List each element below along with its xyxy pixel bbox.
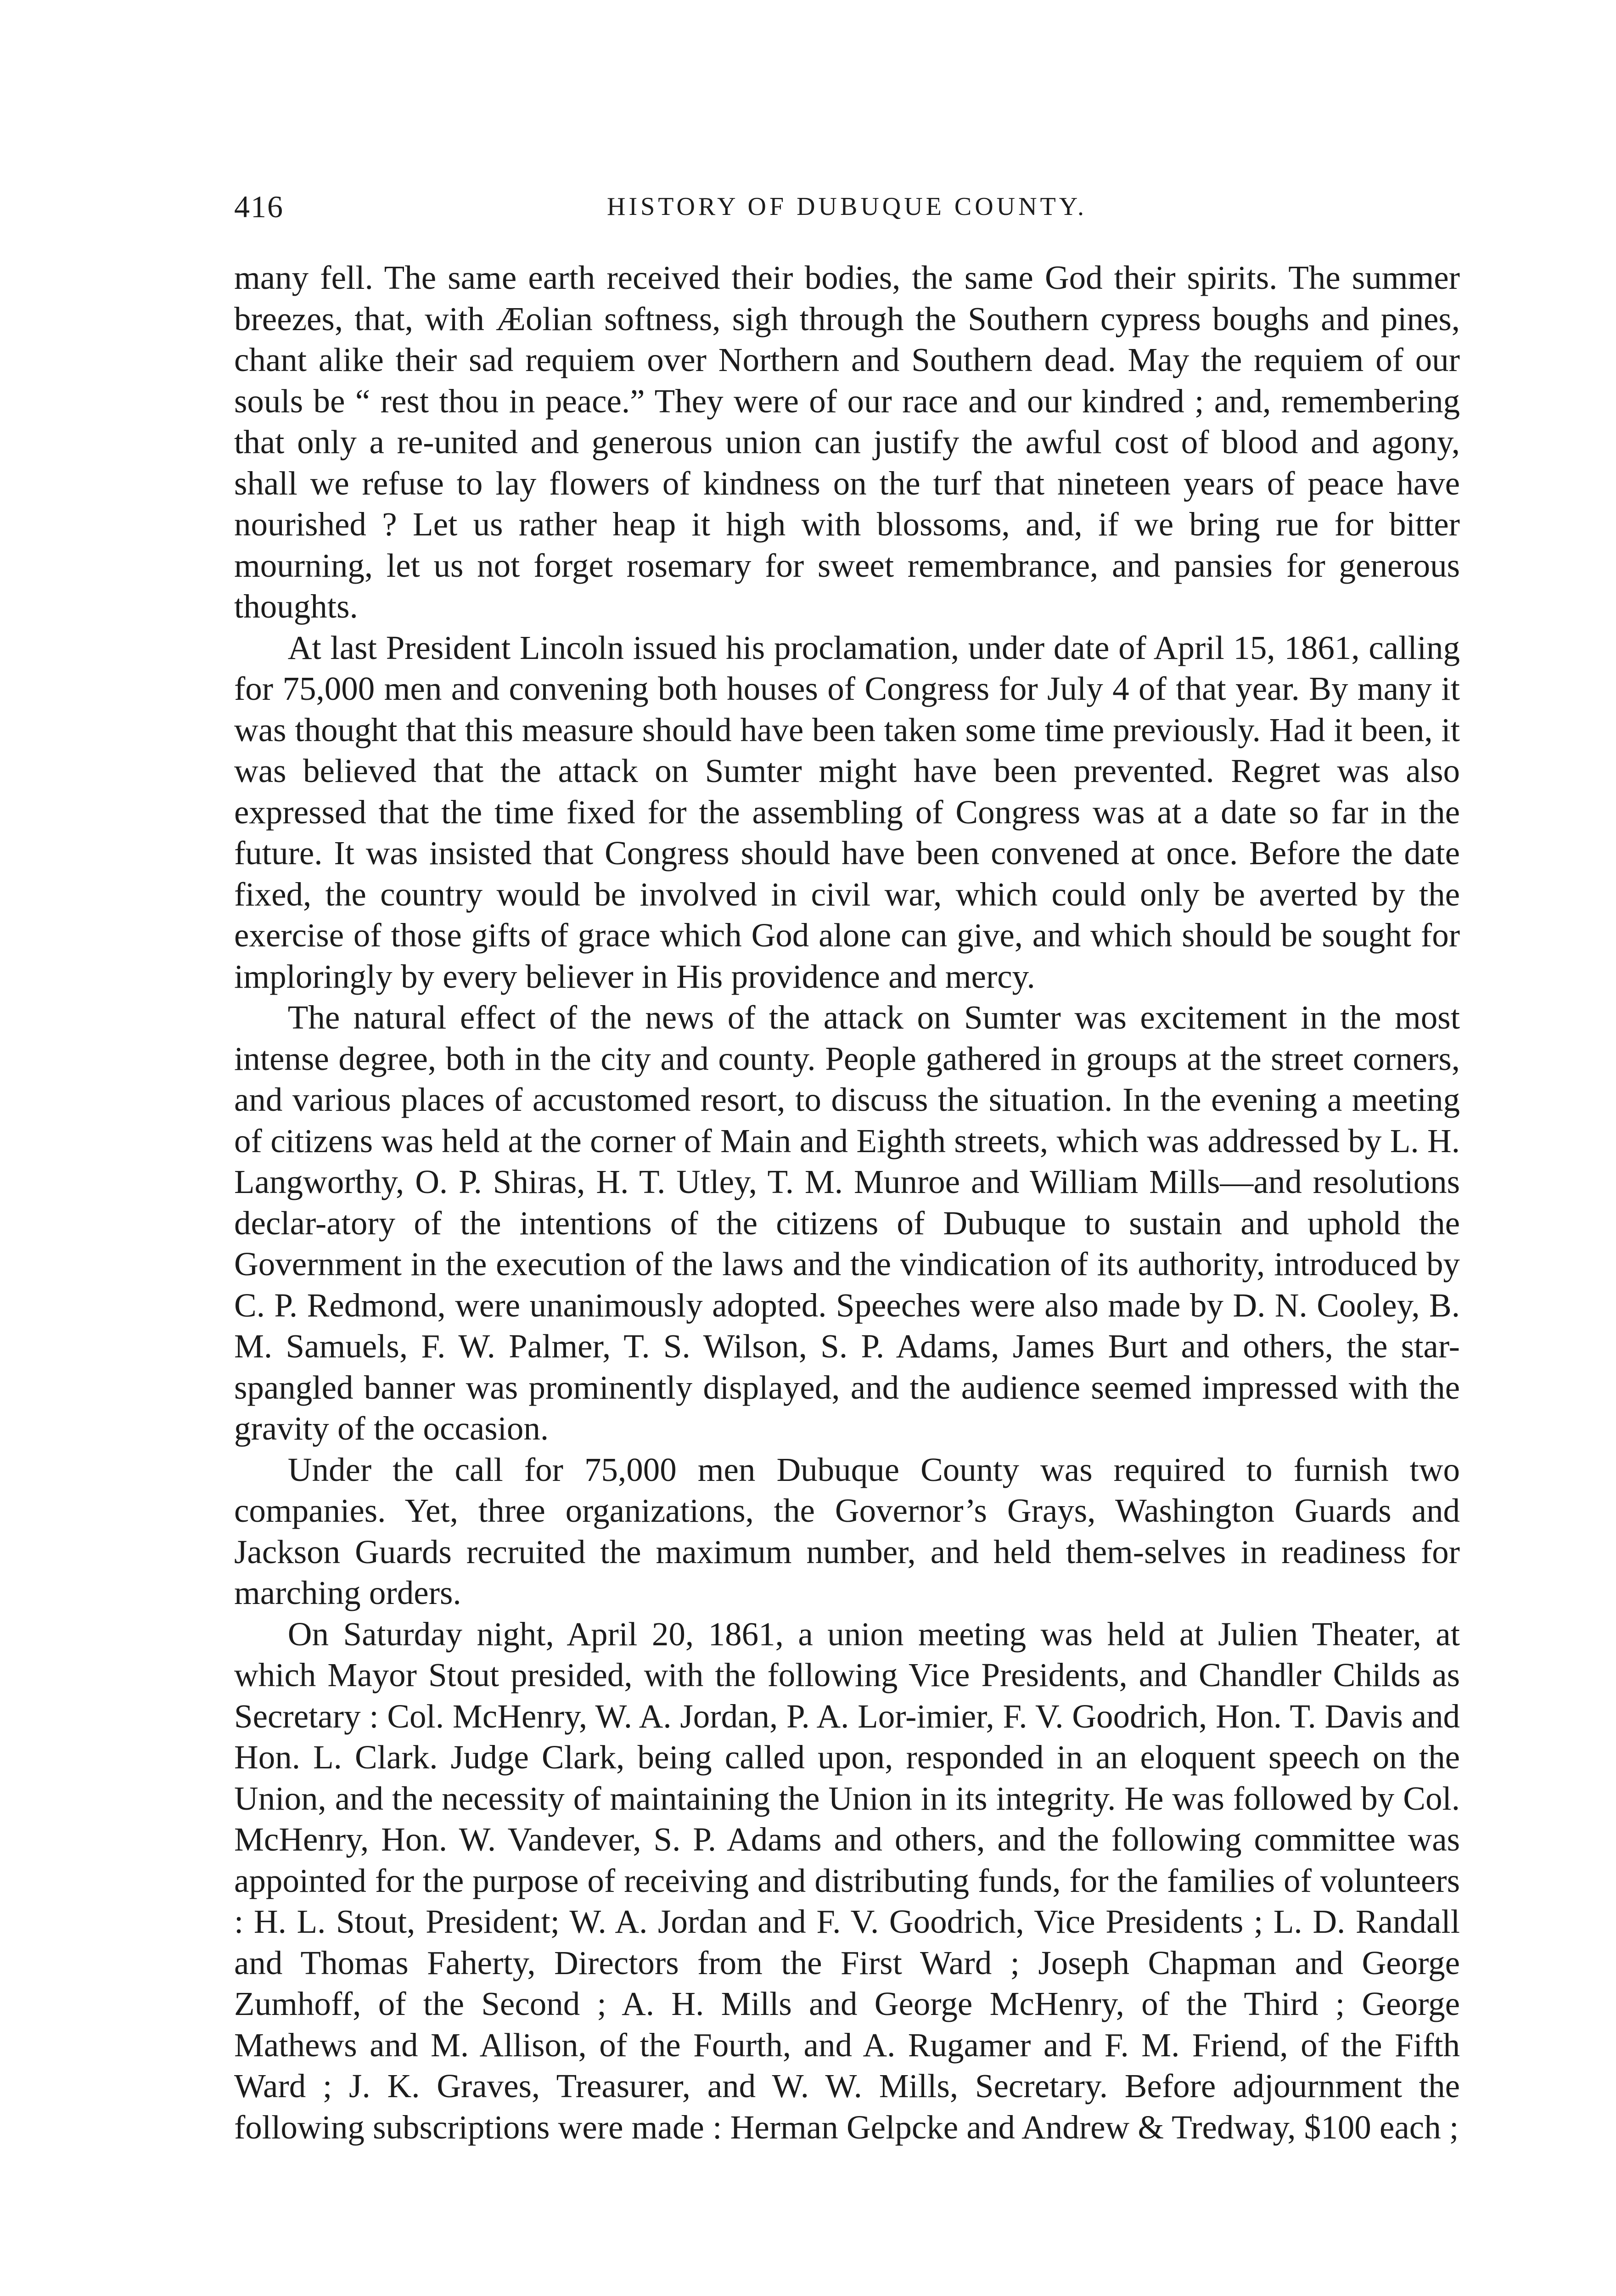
running-title: HISTORY OF DUBUQUE COUNTY. xyxy=(607,192,1087,221)
paragraph-union-meeting: On Saturday night, April 20, 1861, a union meeting was held at Julien Theater, at which Mayor Stout presided, with the following Vice Presidents, and Chandler Childs as Secretary : Col. McHenry, W. A. Jordan, P. A. Lor-imier, F. V. Goodrich, Hon. T. Davis and Hon. L. Clark. Judge Clark, being called upon, responded in an eloquent speech on the Union, and the necessity of maintaining the Union in its integrity. He was followed by Col. McHenry, Hon. W. Vandever, S. P. Adams and others, and the following committee was appointed for the purpose of receiving and distributing funds, for the families of volunteers : H. L. Stout, President; W. A. Jordan and F. V. Goodrich, Vice Presidents ; L. D. Randall and Thomas Faherty, Directors from the First Ward ; Joseph Chapman and George Zumhoff, of the Second ; A. H. Mills and George McHenry, of the Third ; George Mathews and M. Allison, of the Fourth, and A. Rugamer and F. M. Friend, of the Fifth Ward ; J. K. Graves, Treasurer, and W. W. Mills, Secretary. Before adjournment the following subscriptions were made : Herman Gelpcke and Andrew & Tredway, $100 each ; xyxy=(234,1615,1460,2146)
paragraph-sumter-news: The natural effect of the news of the attack on Sumter was excitement in the most intense degree, both in the city and county. People gathered in groups at the street corners, and various places of accustomed resort, to discuss the situation. In the evening a meeting of citizens was held at the corner of Main and Eighth streets, which was addressed by L. H. Langworthy, O. P. Shiras, H. T. Utley, T. M. Munroe and William Mills—and resolutions declar-atory of the intentions of the citizens of Dubuque to sustain and uphold the Government in the execution of the laws and the vindication of its authority, introduced by C. P. Redmond, were unanimously adopted. Speeches were also made by D. N. Cooley, B. M. Samuels, F. W. Palmer, T. S. Wilson, S. P. Adams, James Burt and others, the star-spangled banner was prominently displayed, and the audience seemed impressed with the gravity of the occasion. xyxy=(234,999,1460,1447)
paragraph-call-for-men: Under the call for 75,000 men Dubuque County was required to furnish two companies. Yet, three organizations, the Governor’s Grays, Washington Guards and Jackson Guards recruited the maximum number, and held them-selves in readiness for marching orders. xyxy=(234,1451,1460,1611)
page-number: 416 xyxy=(234,189,284,224)
body-text xyxy=(234,257,1460,2148)
paragraph-lincoln-proclamation: At last President Lincoln issued his proclamation, under date of April 15, 1861, calling for 75,000 men and convening both houses of Congress for July 4 of that year. By many it was thought that this measure should have been taken some time previously. Had it been, it was believed that the attack on Sumter might have been prevented. Regret was also expressed that the time fixed for the assembling of Congress was at a date so far in the future. It was insisted that Congress should have been convened at once. Before the date fixed, the country would be involved in civil war, which could only be averted by the exercise of those gifts of grace which God alone can give, and which should be sought for imploringly by every believer in His providence and mercy. xyxy=(234,629,1460,995)
running-head xyxy=(234,181,1460,232)
paragraph-continuation: many fell. The same earth received their bodies, the same God their spirits. The summer breezes, that, with Æolian softness, sigh through the Southern cypress boughs and pines, chant alike their sad requiem over Northern and Southern dead. May the requiem of our souls be “ rest thou in peace.” They were of our race and our kindred ; and, remembering that only a re-united and generous union can justify the awful cost of blood and agony, shall we refuse to lay flowers of kindness on the turf that nineteen years of peace have nourished ? Let us rather heap it high with blossoms, and, if we bring rue for bitter mourning, let us not forget rosemary for sweet remembrance, and pansies for generous thoughts. xyxy=(234,259,1460,625)
